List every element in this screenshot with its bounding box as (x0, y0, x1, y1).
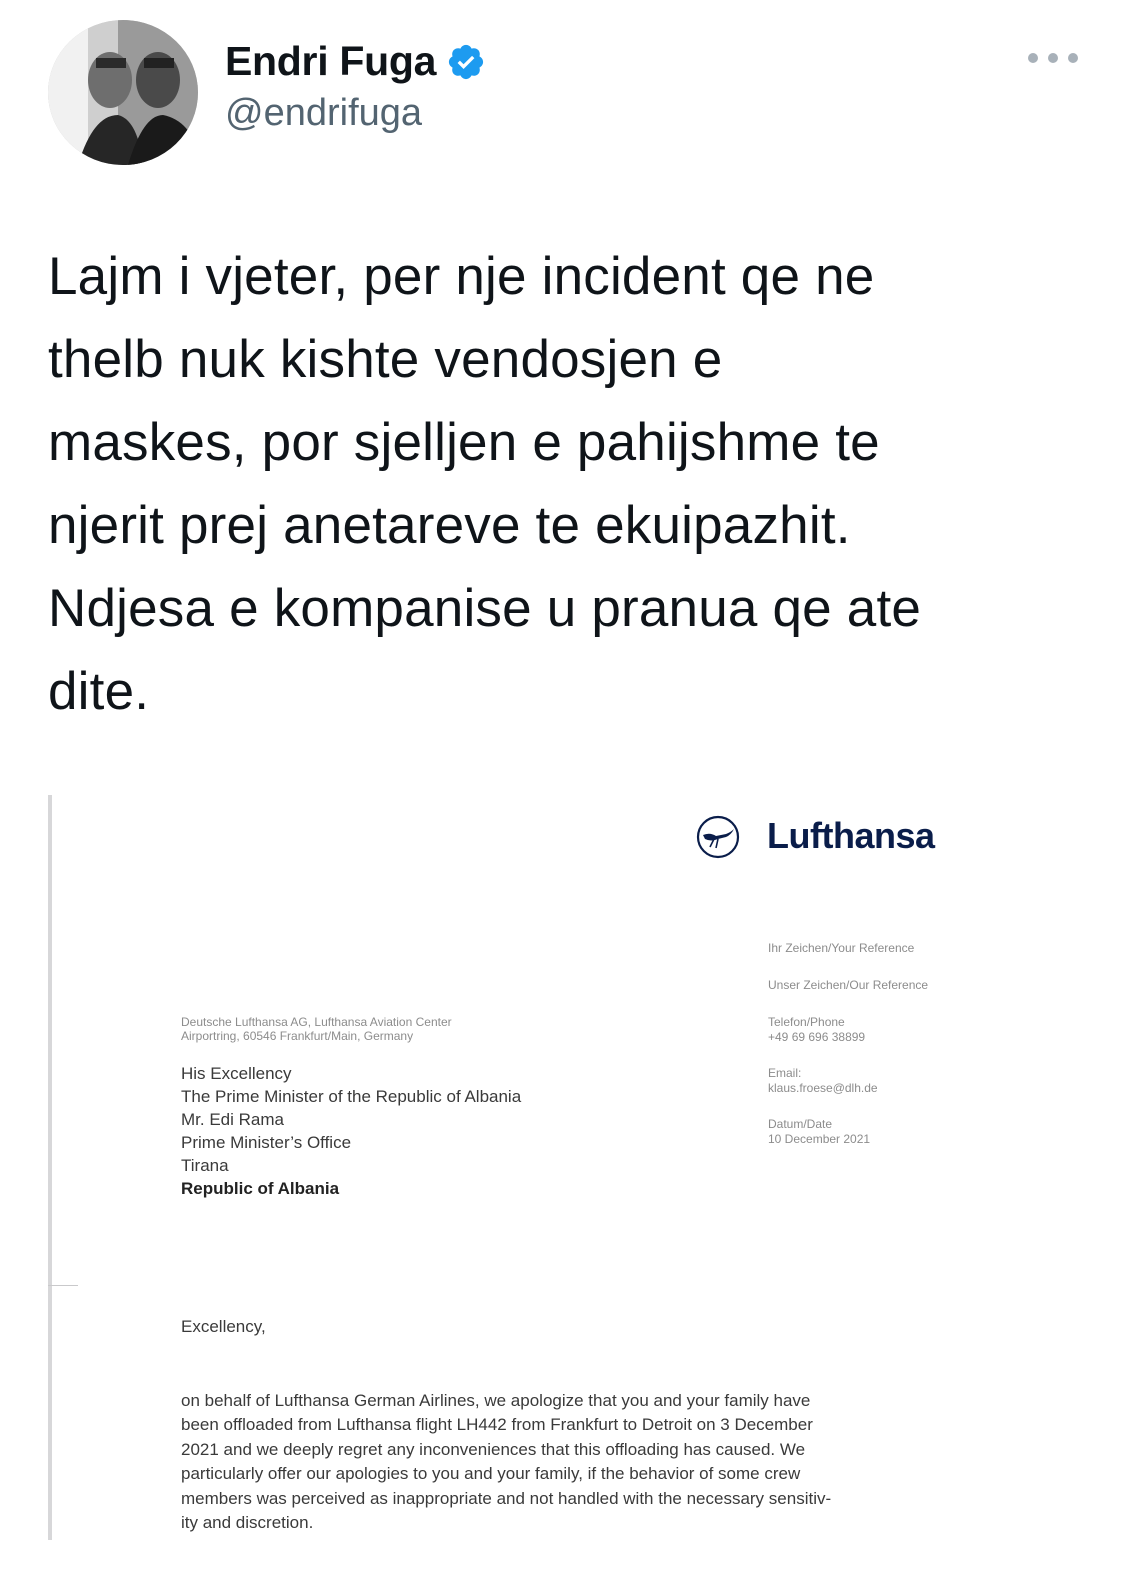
recipient-address (181, 1062, 521, 1200)
avatar-photo (48, 20, 198, 165)
sender-line: Airportring, 60546 Frankfurt/Main, Germany (181, 1029, 414, 1043)
date (768, 1117, 870, 1147)
tweet-line: thelb nuk kishte vendosjen e (48, 330, 723, 389)
lufthansa-crane-logo (696, 815, 740, 859)
tweet-line: njerit prej anetareve te ekuipazhit. (48, 496, 851, 555)
letter-body (181, 1389, 881, 1535)
body-line: on behalf of Lufthansa German Airlines, we apologize that you and your family have (181, 1391, 811, 1410)
name-row (225, 38, 486, 85)
recipient-country: Republic of Albania (181, 1179, 340, 1198)
more-options-icon[interactable] (1028, 50, 1078, 66)
sender-address (181, 1015, 452, 1043)
our-reference-label: Unser Zeichen/Our Reference (768, 978, 929, 992)
recipient-line: Mr. Edi Rama (181, 1110, 284, 1129)
body-line: been offloaded from Lufthansa flight LH442 from Frankfurt to Detroit on 3 December (181, 1415, 813, 1435)
tweet-line: Lajm i vjeter, per nje incident qe ne (48, 247, 875, 306)
phone (768, 1015, 865, 1045)
date-value: 10 December 2021 (768, 1132, 871, 1146)
recipient-line: The Prime Minister of the Republic of Albania (181, 1087, 522, 1106)
date-label: Datum/Date (768, 1117, 833, 1131)
dot (1048, 53, 1058, 63)
body-line: 2021 and we deeply regret any inconveniences that this offloading has caused. We (181, 1439, 806, 1459)
dot (1028, 53, 1038, 63)
verified-badge-icon (446, 42, 486, 82)
attached-image-letter[interactable] (48, 795, 1078, 1540)
display-name[interactable]: Endri Fuga (225, 38, 437, 84)
recipient-line: His Excellency (181, 1064, 292, 1083)
tweet-header (48, 20, 1078, 165)
our-reference (768, 978, 928, 993)
handle[interactable]: @endrifuga (225, 92, 423, 134)
sender-line: Deutsche Lufthansa AG, Lufthansa Aviation Center (181, 1015, 452, 1029)
body-line: members was perceived as inappropriate and not handled with the necessary sensitiv- (181, 1488, 832, 1508)
tweet-line: Ndjesa e kompanise u pranua qe ate (48, 579, 922, 638)
phone-value: +49 69 696 38899 (768, 1030, 866, 1044)
your-reference (768, 941, 914, 956)
avatar[interactable] (48, 20, 198, 165)
body-line: ity and discretion. (181, 1513, 314, 1533)
email-label: Email: (768, 1066, 802, 1080)
email-value: klaus.froese@dlh.de (768, 1081, 878, 1095)
tweet-text (48, 235, 1088, 733)
lufthansa-wordmark: Lufthansa (767, 815, 935, 856)
tweet-line: maskes, por sjelljen e pahijshme te (48, 413, 880, 472)
salutation: Excellency, (181, 1317, 266, 1336)
phone-label: Telefon/Phone (768, 1015, 845, 1029)
your-reference-label: Ihr Zeichen/Your Reference (768, 941, 915, 955)
dot (1068, 53, 1078, 63)
body-line: particularly offer our apologies to you and your family, if the behavior of some crew (181, 1464, 801, 1484)
tweet-line: dite. (48, 662, 150, 721)
fold-mark (48, 1285, 78, 1286)
email (768, 1066, 878, 1096)
recipient-line: Prime Minister’s Office (181, 1133, 352, 1152)
recipient-line: Tirana (181, 1156, 229, 1175)
